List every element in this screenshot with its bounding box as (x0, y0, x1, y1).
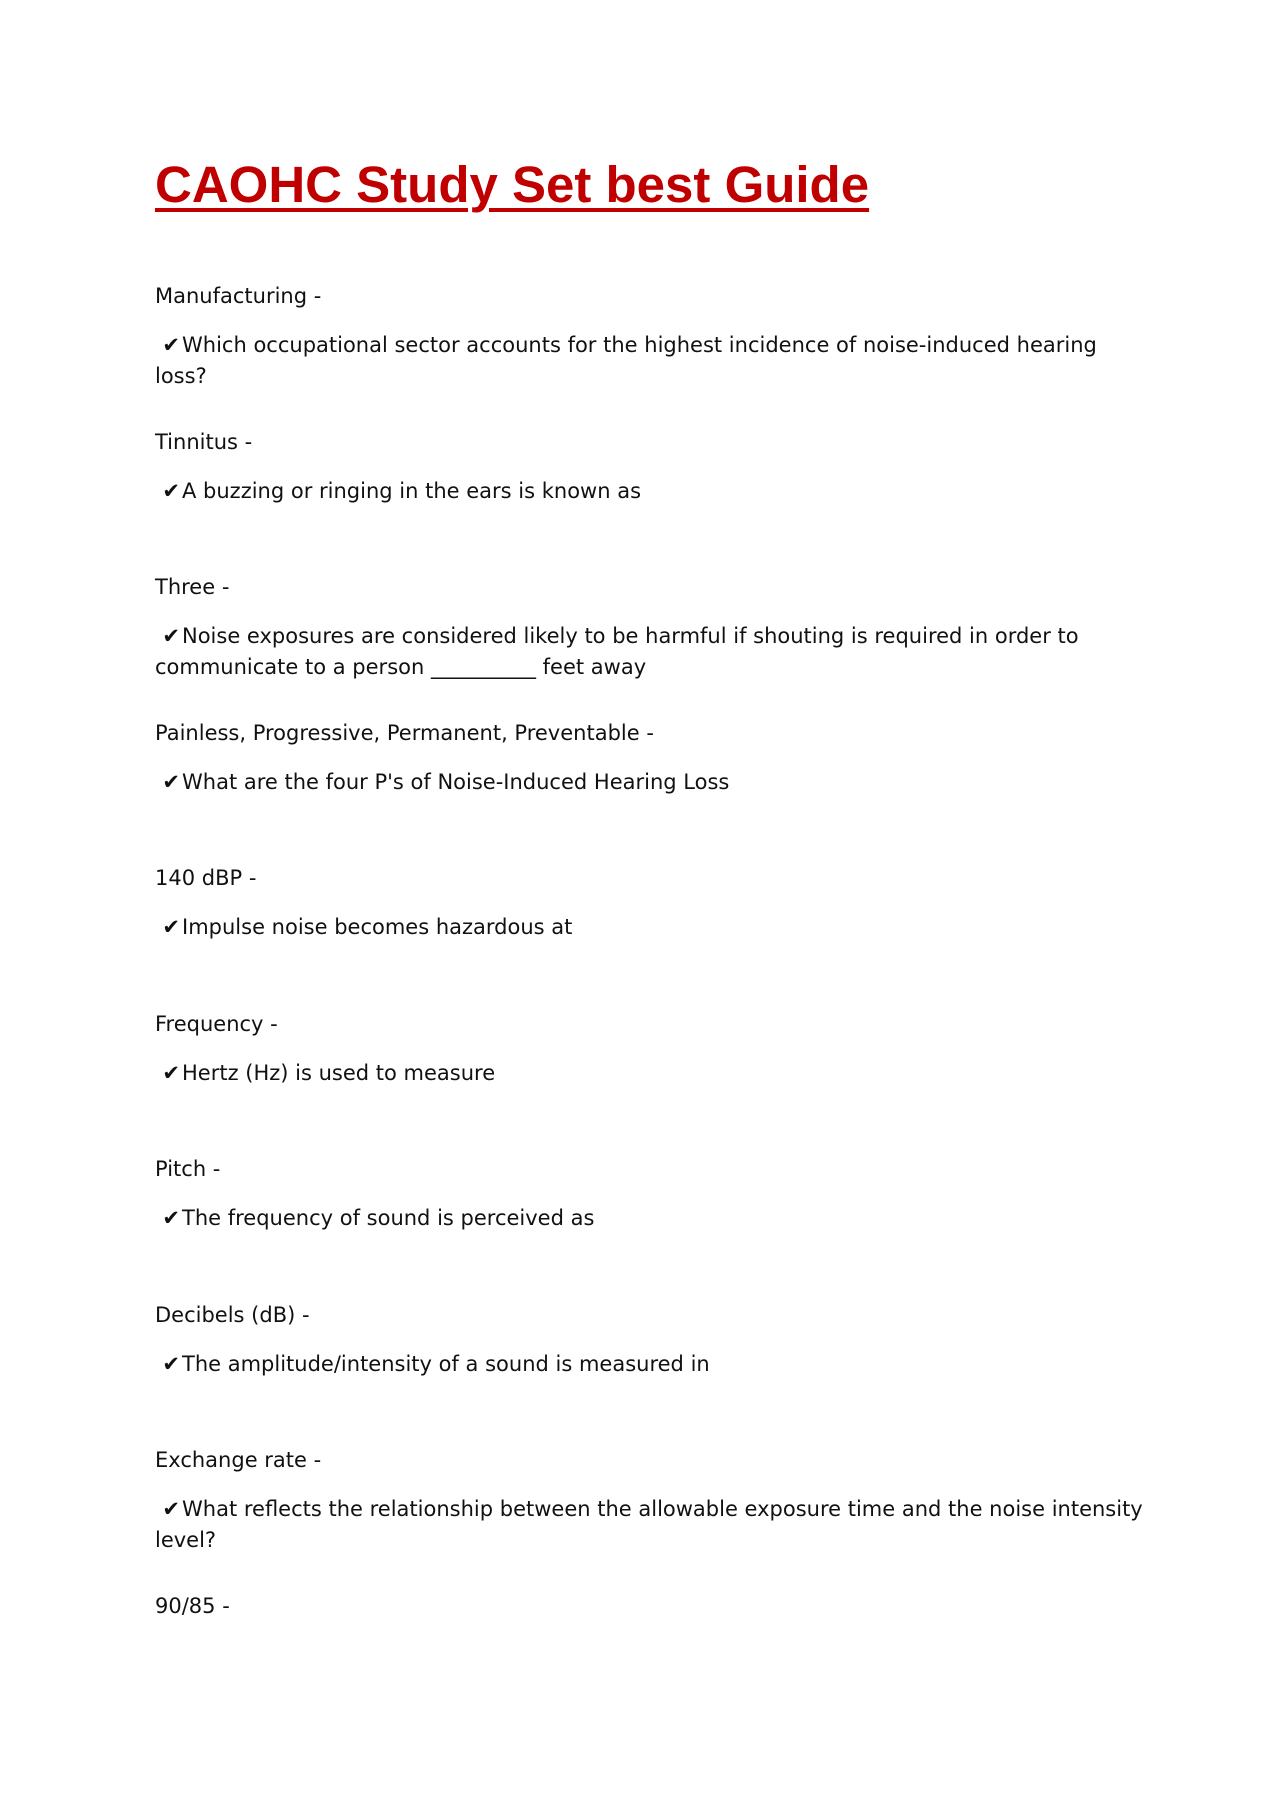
flashcard-entry (155, 282, 1155, 428)
flashcard-entry (155, 1592, 1155, 1738)
checkmark-icon: ✔ (162, 624, 180, 648)
flashcard-list (155, 282, 1155, 1737)
question-text: The amplitude/intensity of a sound is measured in (182, 1351, 710, 1376)
answer-term: Frequency - (155, 1011, 278, 1036)
question-line (155, 912, 1145, 943)
question-text: A buzzing or ringing in the ears is known as (182, 478, 642, 503)
question-line (155, 621, 1145, 683)
flashcard-entry (155, 428, 1155, 574)
answer-term: Pitch - (155, 1157, 221, 1181)
flashcard-entry (155, 573, 1155, 719)
question-line (155, 1203, 1145, 1234)
answer-term: Manufacturing - (155, 284, 322, 308)
checkmark-icon: ✔ (162, 1351, 180, 1376)
question-text: What are the four P's of Noise-Induced Hearing Loss (182, 769, 730, 794)
question-text: Hertz (Hz) is used to measure (182, 1060, 496, 1085)
flashcard-entry (155, 1155, 1155, 1301)
checkmark-icon: ✔ (162, 478, 180, 503)
answer-term: Painless, Progressive, Permanent, Preventable - (155, 720, 654, 745)
answer-term: Tinnitus - (155, 429, 253, 454)
flashcard-entry (155, 1010, 1155, 1156)
checkmark-icon: ✔ (162, 1206, 180, 1230)
flashcard-entry (155, 1446, 1155, 1592)
flashcard-entry (155, 719, 1155, 865)
flashcard-entry (155, 1301, 1155, 1447)
answer-term: Decibels (dB) - (155, 1302, 310, 1327)
checkmark-icon: ✔ (162, 769, 180, 794)
question-text: Noise exposures are considered likely to be harmful if shouting is required in order to communicate to a person __________ feet away (155, 624, 1079, 679)
document-title: CAOHC Study Set best Guide (155, 156, 870, 213)
question-line (155, 1494, 1145, 1556)
checkmark-icon: ✔ (162, 915, 180, 939)
question-text: Impulse noise becomes hazardous at (182, 915, 573, 939)
question-line (155, 1349, 1145, 1380)
checkmark-icon: ✔ (162, 1497, 180, 1521)
question-text: Which occupational sector accounts for the highest incidence of noise-induced hearing loss? (155, 333, 1097, 388)
answer-term: Three - (155, 575, 230, 599)
answer-term: 140 dBP - (155, 866, 257, 890)
question-line (155, 767, 1145, 798)
checkmark-icon: ✔ (162, 333, 180, 357)
question-line (155, 330, 1145, 392)
checkmark-icon: ✔ (162, 1060, 180, 1085)
answer-term: Exchange rate - (155, 1448, 322, 1472)
flashcard-entry (155, 864, 1155, 1010)
answer-term: 90/85 - (155, 1593, 230, 1618)
question-text: What reflects the relationship between the allowable exposure time and the noise intensity level? (155, 1497, 1143, 1552)
question-line (155, 1058, 1145, 1089)
question-text: The frequency of sound is perceived as (182, 1206, 595, 1230)
question-line (155, 476, 1145, 507)
